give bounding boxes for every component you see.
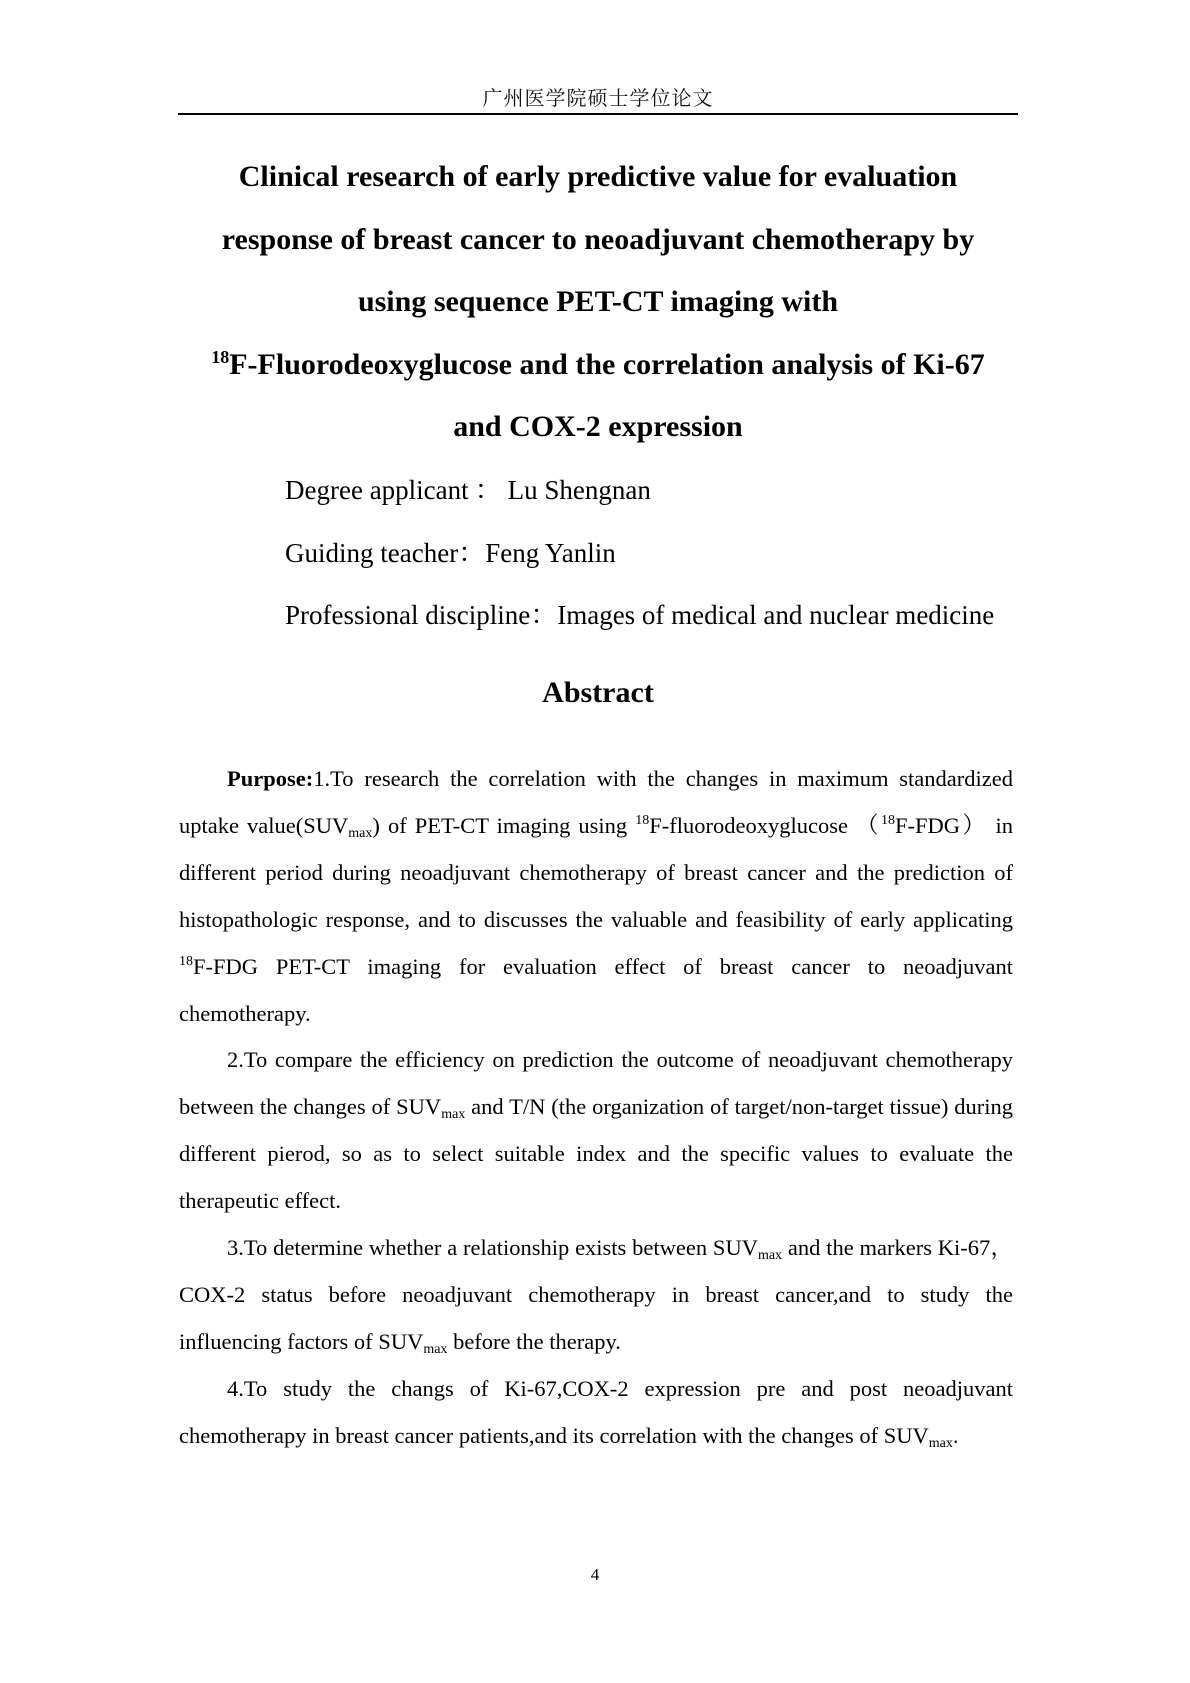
discipline-label: Professional discipline： — [285, 600, 558, 630]
abstract-paragraph-2: 2.To compare the efficiency on prediction the outcome of neoadjuvant chemotherapy between the changes of $SUV_{max}$ and T/N (the organization of target/non-target tissue) during different pierod, so as to select suitable index and the specific values to evaluate the therapeutic effect. — [179, 1047, 1014, 1214]
applicant-value: Lu Shengnan — [507, 475, 651, 505]
guiding-teacher — [285, 531, 616, 570]
header-rule — [178, 113, 1018, 115]
isotope-superscript: 18 — [211, 346, 230, 367]
title-line-1: Clinical research of early predictive value for evaluation — [238, 160, 958, 193]
degree-applicant — [285, 468, 651, 507]
discipline-value: Images of medical and nuclear medicine — [557, 600, 995, 630]
teacher-value: Feng Yanlin — [485, 538, 616, 568]
page-number: 4 — [590, 1565, 600, 1584]
applicant-label: Degree applicant — [285, 475, 469, 505]
abstract-body — [179, 756, 1013, 1460]
abstract-paragraph-4: 4.To study the changs of Ki-67,COX-2 expression pre and post neoadjuvant chemotherapy in breast cancer patients,and its correlation with the changes of $SUV_{max}$. — [179, 1375, 1013, 1451]
thesis-title — [178, 146, 1018, 459]
teacher-label: Guiding teacher： — [285, 538, 486, 568]
professional-discipline — [285, 593, 994, 632]
title-line-5: and COX-2 expression — [453, 410, 743, 443]
abstract-paragraph-1: Purpose:1.To research the correlation with the changes in maximum standardized uptake $value(SUV_{max})$ of PET-CT imaging using $^{18}$F-fluorodeoxyglucose （$^{18}$F-FDG） in different period during neoadjuvant chemotherapy of breast cancer and the prediction of histopathologic response, and to discusses the valuable and feasibility of early applicating $^{18}$F-FDG PET-CT imaging for evaluation effect of breast cancer to neoadjuvant chemotherapy. — [179, 766, 1013, 1026]
title-line-4: $^{18}$F-Fluorodeoxyglucose and the correlation analysis of Ki-67 — [211, 346, 985, 381]
applicant-separator: ： — [474, 475, 502, 505]
running-header: 广州医学院硕士学位论文 — [482, 86, 714, 110]
title-line-3: using sequence PET-CT imaging with — [357, 285, 839, 318]
purpose-label: Purpose: — [227, 766, 314, 791]
title-line-2: response of breast cancer to neoadjuvant chemotherapy by — [221, 222, 975, 256]
abstract-heading: Abstract — [542, 676, 654, 709]
abstract-paragraph-3: 3.To determine whether a relationship exists between $SUV_{max}$ and the markers Ki-67，COX-2 status before neoadjuvant chemotherapy in breast cancer,and to study the influencing factors of $SUV_{max}$ before the therapy. — [179, 1235, 1014, 1357]
